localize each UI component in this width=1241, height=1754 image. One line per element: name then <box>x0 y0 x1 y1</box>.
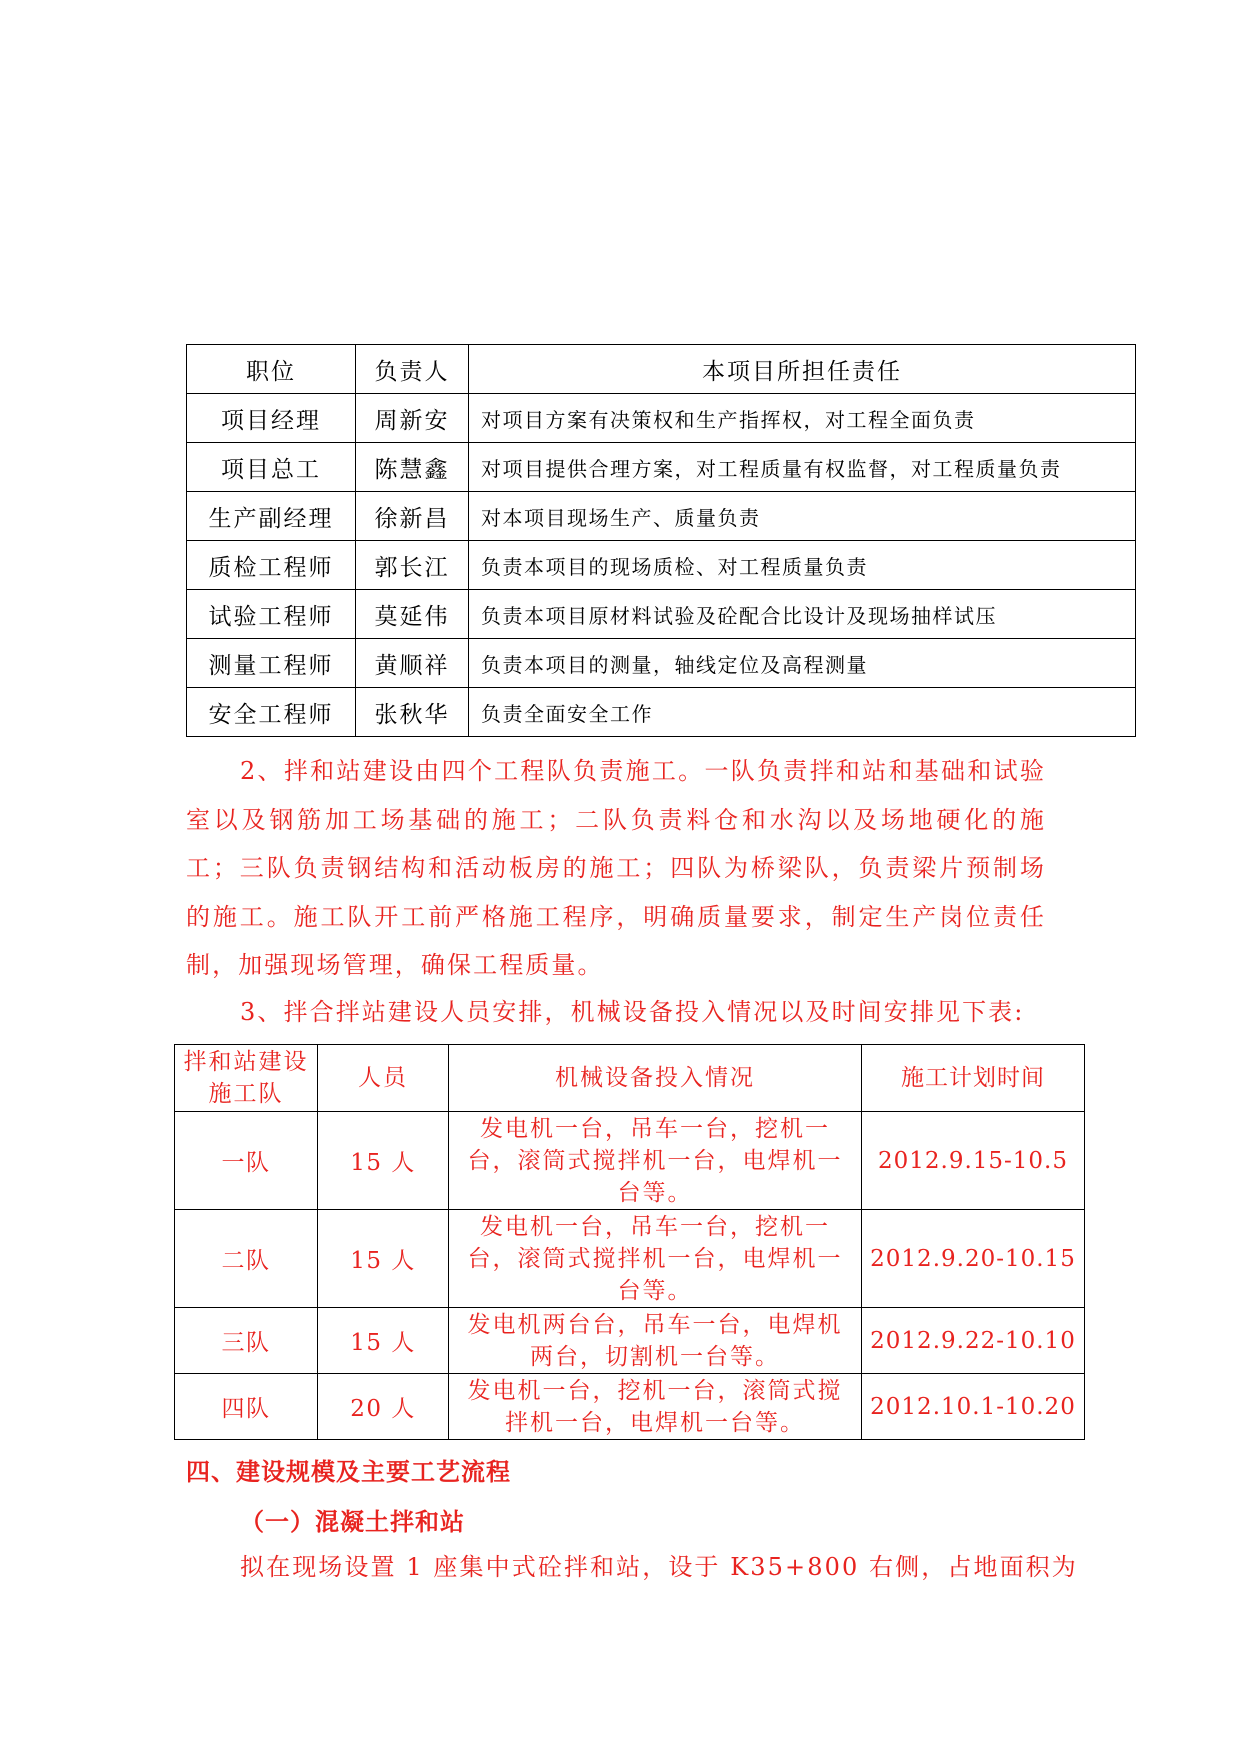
table-row <box>175 1308 1085 1374</box>
duty-cell: 负责本项目原材料试验及砼配合比设计及现场抽样试压 <box>469 590 1136 639</box>
duty-cell: 对本项目现场生产、质量负责 <box>469 492 1136 541</box>
team-cell: 一队 <box>175 1112 318 1210</box>
table-row <box>187 541 1136 590</box>
subsection-heading: （一）混凝土拌和站 <box>240 1508 465 1536</box>
schedule-cell: 2012.9.22-10.10 <box>862 1308 1085 1374</box>
duty-cell: 对项目方案有决策权和生产指挥权，对工程全面负责 <box>469 394 1136 443</box>
equipment-cell: 发电机一台，挖机一台，滚筒式搅拌机一台，电焊机一台等。 <box>449 1374 862 1440</box>
people-cell: 15 人 <box>318 1308 449 1374</box>
table-row <box>187 394 1136 443</box>
header-schedule: 施工计划时间 <box>862 1045 1085 1112</box>
role-cell: 试验工程师 <box>187 590 356 639</box>
person-cell: 张秋华 <box>356 688 469 737</box>
team-cell: 三队 <box>175 1308 318 1374</box>
table-row <box>175 1210 1085 1308</box>
schedule-cell: 2012.9.20-10.15 <box>862 1210 1085 1308</box>
role-cell: 安全工程师 <box>187 688 356 737</box>
schedule-cell: 2012.9.15-10.5 <box>862 1112 1085 1210</box>
header-duty: 本项目所担任责任 <box>469 345 1136 394</box>
people-cell: 15 人 <box>318 1210 449 1308</box>
role-cell: 质检工程师 <box>187 541 356 590</box>
person-cell: 黄顺祥 <box>356 639 469 688</box>
table-header-row <box>175 1045 1085 1112</box>
role-cell: 项目经理 <box>187 394 356 443</box>
paragraph-mixing-plant: 拟在现场设置 1 座集中式砼拌和站，设于 K35+800 右侧，占地面积为 <box>240 1553 1078 1581</box>
equipment-cell: 发电机一台，吊车一台，挖机一台，滚筒式搅拌机一台，电焊机一台等。 <box>449 1112 862 1210</box>
header-people: 人员 <box>318 1045 449 1112</box>
header-person: 负责人 <box>356 345 469 394</box>
equipment-cell: 发电机两台台，吊车一台，电焊机两台，切割机一台等。 <box>449 1308 862 1374</box>
people-cell: 15 人 <box>318 1112 449 1210</box>
table-header-row <box>187 345 1136 394</box>
schedule-cell: 2012.10.1-10.20 <box>862 1374 1085 1440</box>
paragraph-construction-teams: 2、拌和站建设由四个工程队负责施工。一队负责拌和站和基础和试验室以及钢筋加工场基础的施工；二队负责料仓和水沟以及场地硬化的施工；三队负责钢结构和活动板房的施工；四队为桥梁队，负责梁片预制场的施工。施工队开工前严格施工程序，明确质量要求，制定生产岗位责任制，加强现场管理，确保工程质量。 <box>186 757 1046 979</box>
team-cell: 二队 <box>175 1210 318 1308</box>
table-row <box>187 688 1136 737</box>
person-cell: 徐新昌 <box>356 492 469 541</box>
responsibility-table <box>186 344 1136 737</box>
duty-cell: 负责本项目的测量，轴线定位及高程测量 <box>469 639 1136 688</box>
table-row <box>187 443 1136 492</box>
team-arrangement-table <box>174 1044 1085 1440</box>
person-cell: 郭长江 <box>356 541 469 590</box>
equipment-cell: 发电机一台，吊车一台，挖机一台，滚筒式搅拌机一台，电焊机一台等。 <box>449 1210 862 1308</box>
table-row <box>187 492 1136 541</box>
role-cell: 生产副经理 <box>187 492 356 541</box>
duty-cell: 负责本项目的现场质检、对工程质量负责 <box>469 541 1136 590</box>
team-cell: 四队 <box>175 1374 318 1440</box>
people-cell: 20 人 <box>318 1374 449 1440</box>
table-row <box>187 639 1136 688</box>
table-row <box>187 590 1136 639</box>
header-team: 拌和站建设施工队 <box>175 1045 318 1112</box>
header-role: 职位 <box>187 345 356 394</box>
header-equipment: 机械设备投入情况 <box>449 1045 862 1112</box>
person-cell: 莫延伟 <box>356 590 469 639</box>
section-heading: 四、建设规模及主要工艺流程 <box>186 1458 511 1486</box>
table-row <box>175 1112 1085 1210</box>
paragraph-table-intro: 3、拌合拌站建设人员安排，机械设备投入情况以及时间安排见下表: <box>240 998 1025 1026</box>
person-cell: 陈慧鑫 <box>356 443 469 492</box>
duty-cell: 负责全面安全工作 <box>469 688 1136 737</box>
role-cell: 测量工程师 <box>187 639 356 688</box>
role-cell: 项目总工 <box>187 443 356 492</box>
duty-cell: 对项目提供合理方案，对工程质量有权监督，对工程质量负责 <box>469 443 1136 492</box>
table-row <box>175 1374 1085 1440</box>
person-cell: 周新安 <box>356 394 469 443</box>
